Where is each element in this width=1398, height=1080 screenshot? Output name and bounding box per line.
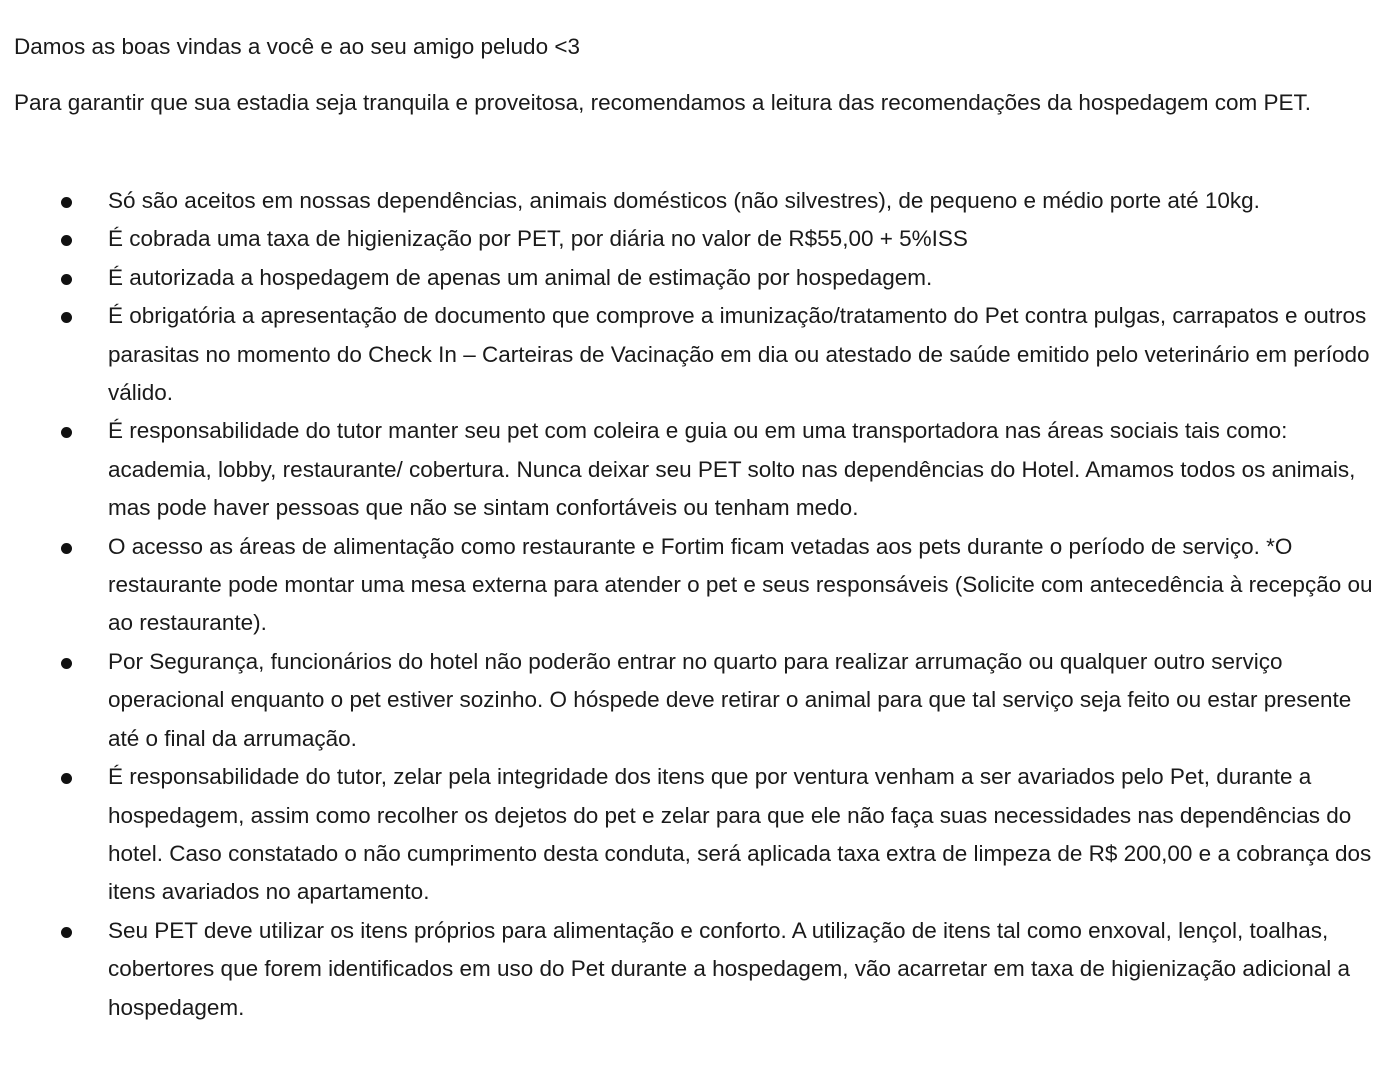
rule-text: Seu PET deve utilizar os itens próprios para alimentação e conforto. A utilização de itens tal como enxoval, lençol, toalhas, cobertores que forem identificados em uso do Pet durante a hospedagem, vão acarretar em taxa de higienização adicional a hospedagem. <box>108 917 1351 1020</box>
rule-item <box>14 912 1386 1027</box>
greeting-text: Damos as boas vindas a você e ao seu amigo peludo <3 <box>14 34 580 59</box>
rule-item <box>14 259 1386 297</box>
rule-text: Só são aceitos em nossas dependências, animais domésticos (não silvestres), de pequeno e médio porte até 10kg. <box>108 188 1260 213</box>
bullet-icon <box>61 197 72 208</box>
bullet-icon <box>61 274 72 285</box>
pet-rules-list <box>14 182 1386 1027</box>
rule-item <box>14 297 1386 412</box>
rule-item <box>14 412 1386 527</box>
rule-text: O acesso as áreas de alimentação como restaurante e Fortim ficam vetadas aos pets durante o período de serviço. *O restaurante pode montar uma mesa externa para atender o pet e seus responsáveis (Solicite com antecedência à recepção ou ao restaurante). <box>108 533 1373 636</box>
rule-text: É autorizada a hospedagem de apenas um animal de estimação por hospedagem. <box>108 264 933 290</box>
rule-item <box>14 182 1386 220</box>
rule-text: É responsabilidade do tutor manter seu pet com coleira e guia ou em uma transportadora nas áreas sociais tais como: academia, lobby, restaurante/ cobertura. Nunca deixar seu PET solto nas dependências do Hotel. Amamos todos os animais, mas pode haver pessoas que não se sintam confortáveis ou tenham medo. <box>108 418 1356 521</box>
rule-item <box>14 220 1386 258</box>
rule-text: É responsabilidade do tutor, zelar pela integridade dos itens que por ventura venham a ser avariados pelo Pet, durante a hospedagem, assim como recolher os dejetos do pet e zelar para que ele não faça suas necessidades nas dependências do hotel. Caso constatado o não cumprimento desta conduta, será aplicada taxa extra de limpeza de R$ 200,00 e a cobrança dos itens avariados no apartamento. <box>108 764 1372 905</box>
rule-item <box>14 528 1386 643</box>
bullet-icon <box>61 427 72 438</box>
bullet-icon <box>61 773 72 784</box>
rule-text: É cobrada uma taxa de higienização por PET, por diária no valor de R$55,00 + 5%ISS <box>108 226 968 252</box>
document-page <box>14 0 1386 1080</box>
rule-item <box>14 758 1386 912</box>
bullet-icon <box>61 312 72 323</box>
intro-paragraph: Para garantir que sua estadia seja tranquila e proveitosa, recomendamos a leitura das recomendações da hospedagem com PET. <box>14 90 1312 115</box>
bullet-icon <box>61 543 72 554</box>
bullet-icon <box>61 658 72 669</box>
rule-text: É obrigatória a apresentação de documento que comprove a imunização/tratamento do Pet contra pulgas, carrapatos e outros parasitas no momento do Check In – Carteiras de Vacinação em dia ou atestado de saúde emitido pelo veterinário em período válido. <box>108 303 1370 406</box>
rule-text: Por Segurança, funcionários do hotel não poderão entrar no quarto para realizar arrumação ou qualquer outro serviço operacional enquanto o pet estiver sozinho. O hóspede deve retirar o animal para que tal serviço seja feito ou estar presente até o final da arrumação. <box>108 648 1352 751</box>
bullet-icon <box>61 927 72 938</box>
bullet-icon <box>61 235 72 246</box>
rule-item <box>14 643 1386 758</box>
